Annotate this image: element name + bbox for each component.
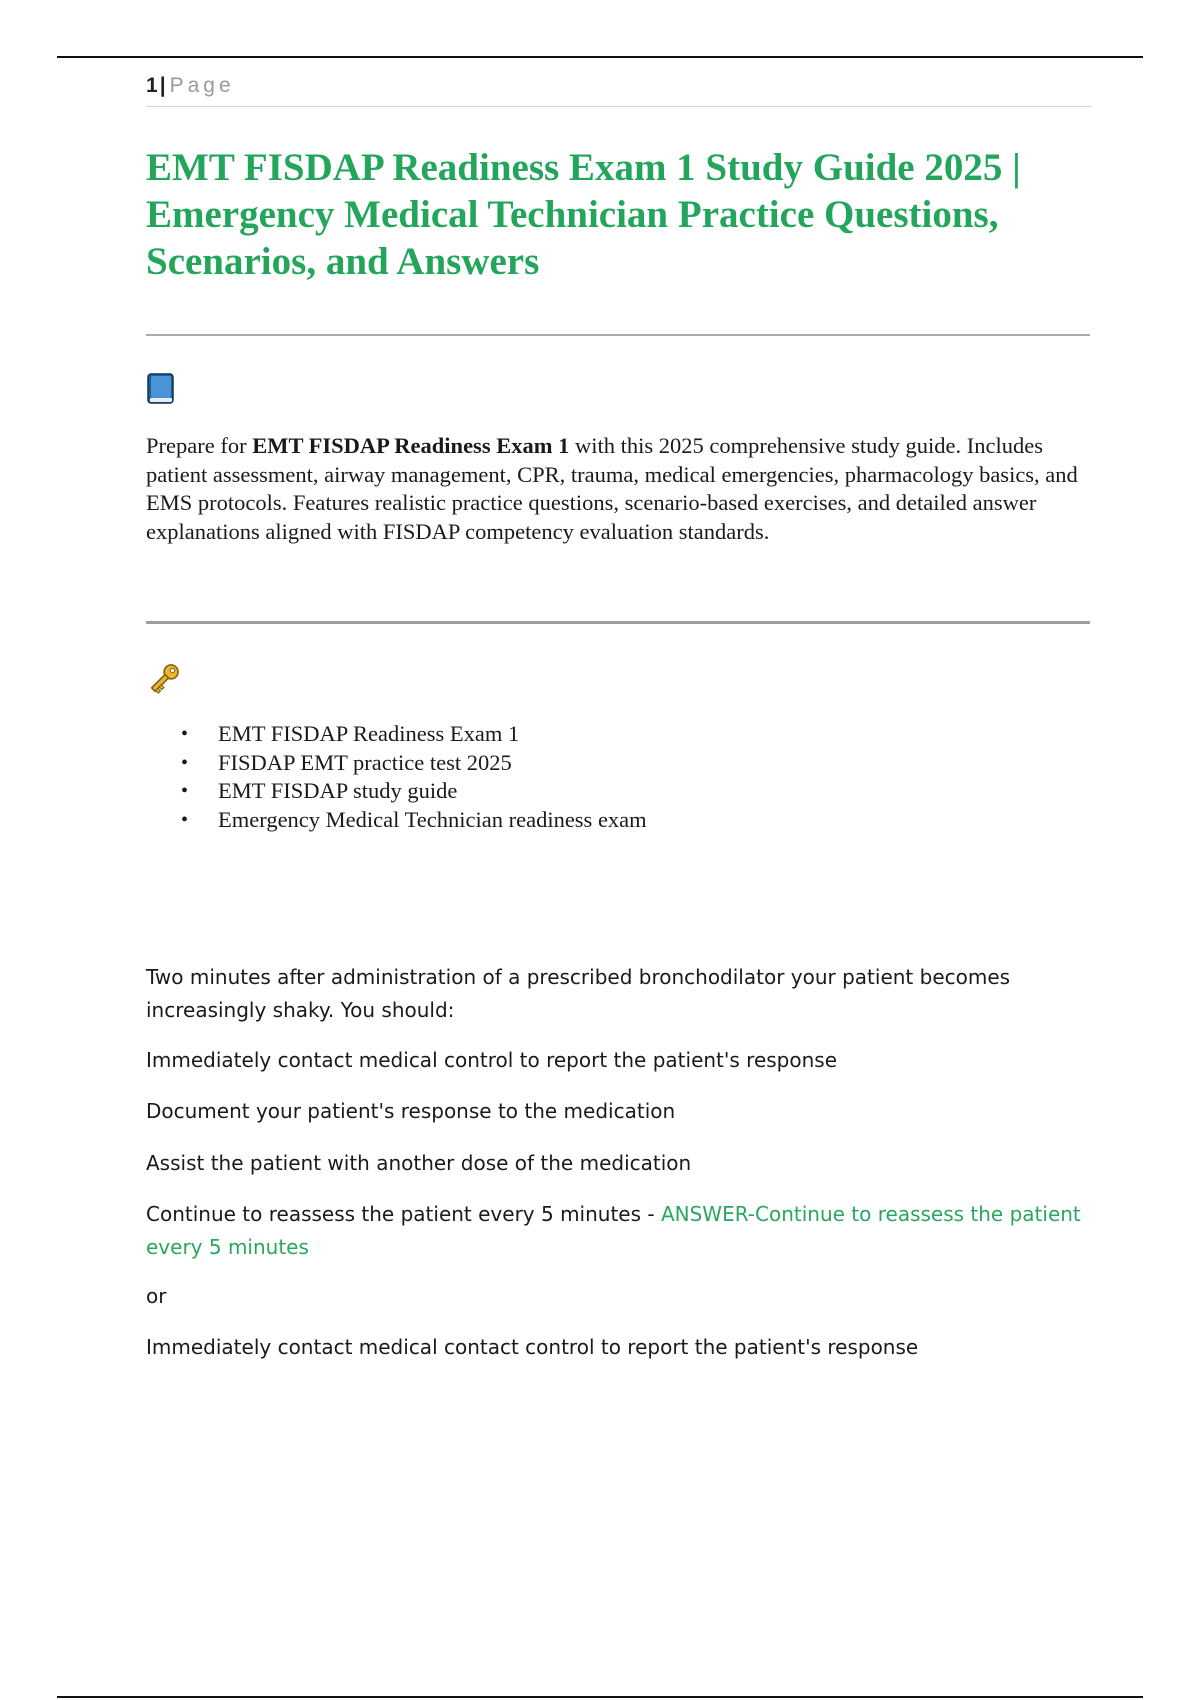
intro-body: with this 2025 comprehensive study guide. Includes patient assessment, airway management, CPR, trauma, medical emergencies, pharmacology basics, and EMS protocols. Features realistic practice questions, scenario-based exercises, and detailed answer explanations aligned with FISDAP competency evaluation standards. [146,433,1078,544]
top-rule [57,56,1143,58]
alternate-option: Immediately contact medical contact control to report the patient's response [146,1335,919,1359]
question-text: Two minutes after administration of a prescribed bronchodilator your patient becomes increasingly shaky. You should: [146,965,1011,1022]
page-separator: | [159,74,166,97]
keyword-list [146,720,647,834]
intro-paragraph [146,432,1086,546]
key-icon [146,661,182,697]
list-item: • EMT FISDAP Readiness Exam 1 [146,720,647,749]
answer-option: Immediately contact medical control to report the patient's response [146,1048,838,1072]
list-item: • EMT FISDAP study guide [146,777,647,806]
page-header [146,74,235,98]
section-divider [146,334,1090,336]
page-label: Page [169,74,235,97]
answer-option-text: Continue to reassess the patient every 5 minutes - [146,1202,661,1226]
book-icon [146,373,176,405]
bottom-rule [57,1696,1143,1698]
or-text: or [146,1284,167,1308]
list-item: • Emergency Medical Technician readiness exam [146,806,647,835]
list-item: • FISDAP EMT practice test 2025 [146,749,647,778]
header-divider [146,106,1092,107]
intro-prefix: Prepare for [146,433,253,458]
section-divider [146,621,1090,624]
answer-option: Document your patient's response to the medication [146,1099,676,1123]
intro-exam-name: EMT FISDAP Readiness Exam 1 [252,433,570,458]
correct-answer: ANSWER-Continue to reassess the patient every 5 minutes [146,1202,1081,1259]
document-title: EMT FISDAP Readiness Exam 1 Study Guide 2025 | Emergency Medical Technician Practice Questions, Scenarios, and Answers [146,146,1021,283]
page-number: 1 [146,74,158,97]
answer-option: Assist the patient with another dose of the medication [146,1151,692,1175]
answer-option-correct [146,1198,1096,1264]
